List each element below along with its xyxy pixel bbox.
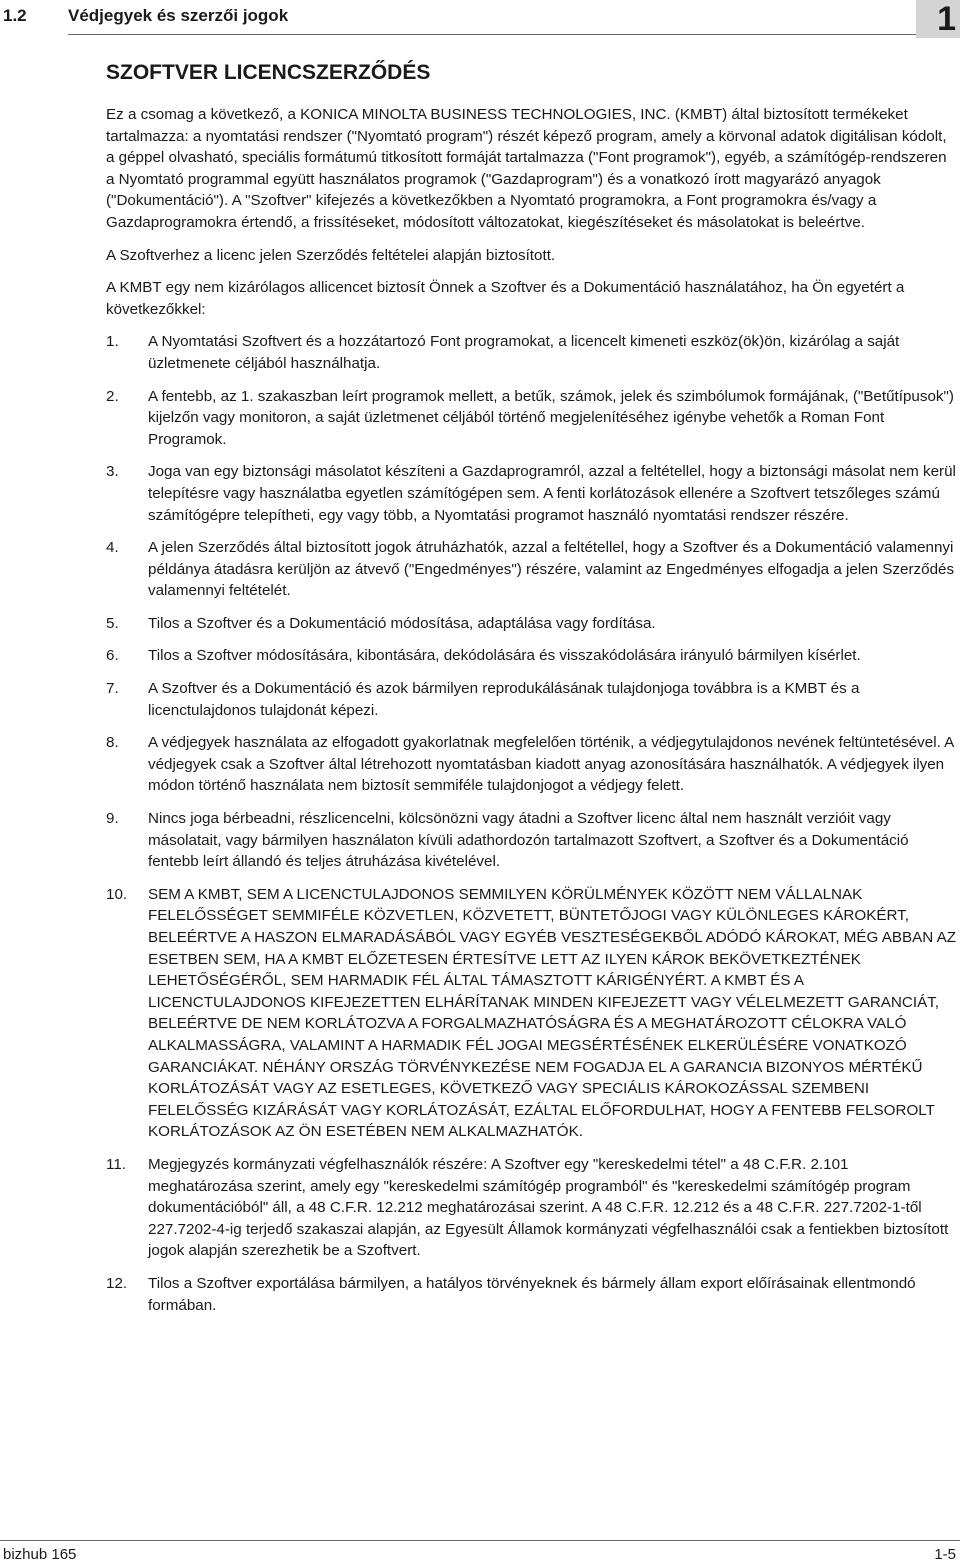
list-item-text: A Nyomtatási Szoftvert és a hozzátartozó Font programokat, a licencelt kimeneti eszköz(ök)ön, kizárólag a saját üzletmenete céljából használhatja. bbox=[148, 333, 900, 372]
header-divider bbox=[68, 34, 916, 35]
list-item-text: Tilos a Szoftver és a Dokumentáció módosítása, adaptálása vagy fordítása. bbox=[148, 614, 656, 632]
list-item-text: A Szoftver és a Dokumentáció és azok bármilyen reprodukálásának tulajdonjoga továbbra is a KMBT és a licenctulajdonos tulajdonát képezi. bbox=[148, 680, 860, 719]
list-item-text: Nincs joga bérbeadni, részlicencelni, kölcsönözni vagy átadni a Szoftver licenc által nem használt verzióit vagy másolatait, vagy bármilyen használaton kívüli adathordozón tartalmazott Szoftvert, a Szoftver és a Dokumentáció fentebb leírt állandó és teljes átruházása kivételével. bbox=[148, 810, 909, 871]
list-item-number: 3. bbox=[106, 463, 119, 481]
list-item-number: 5. bbox=[106, 614, 119, 632]
section-title: Védjegyek és szerzői jogok bbox=[68, 6, 289, 25]
section-number: 1.2 bbox=[3, 6, 27, 25]
footer-page-number: 1-5 bbox=[934, 1546, 956, 1563]
list-item-number: 2. bbox=[106, 387, 119, 405]
list-item bbox=[106, 537, 956, 602]
list-item-number: 1. bbox=[106, 333, 119, 351]
list-item bbox=[106, 732, 956, 797]
intro-paragraph: Ez a csomag a következő, a KONICA MINOLTA BUSINESS TECHNOLOGIES, INC. (KMBT) által biztosított termékeket tartalmazza: a nyomtatási rendszer ("Nyomtató program") részét képező program, amely a körvonal adatok digitálisan kódolt, a géppel olvasható, speciális formátumú titkosított formáját tartalmazza ("Font programok"), egyéb, a számítógép-rendszeren a Nyomtató programmal együtt használatos programok ("Gazdaprogram") és a vonatkozó írott magyarázó anyagok ("Dokumentáció"). A "Szoftver" kifejezés a következőkben a Nyomtató programokra, a Font programokra és/vagy a Gazdaprogramokra értendő, a frissítéseket, módosított változatokat, kiegészítéseket és másolatokat is beleértve. bbox=[106, 106, 947, 231]
list-item-text: A védjegyek használata az elfogadott gyakorlatnak megfelelően történik, a védjegytulajdonos nevének feltüntetésével. A védjegyek csak a Szoftver által létrehozott nyomtatásban kiadott anyag azonosítására használhatók. A védjegyek ilyen módon történő használata nem biztosít semmiféle tulajdonjogot a védjegy felett. bbox=[148, 734, 954, 795]
list-item-text: Tilos a Szoftver módosítására, kibontására, dekódolására és visszakódolására irányuló bármilyen kísérlet. bbox=[148, 647, 861, 665]
list-item bbox=[106, 645, 956, 667]
list-item-number: 4. bbox=[106, 539, 119, 557]
chapter-tab bbox=[916, 0, 960, 38]
document-body bbox=[106, 58, 956, 1327]
license-terms-list bbox=[106, 331, 956, 1316]
list-item bbox=[106, 1154, 956, 1262]
page-header bbox=[0, 0, 960, 40]
list-item-number: 8. bbox=[106, 734, 119, 752]
list-item-number: 7. bbox=[106, 680, 119, 698]
chapter-number: 1 bbox=[937, 0, 956, 38]
footer-product-name: bizhub 165 bbox=[3, 1546, 77, 1563]
list-item-number: 12. bbox=[106, 1274, 128, 1292]
list-item bbox=[106, 461, 956, 526]
list-item-text: Tilos a Szoftver exportálása bármilyen, a hatályos törvényeknek és bármely állam export előírásainak ellentmondó formában. bbox=[148, 1274, 916, 1314]
list-item bbox=[106, 884, 956, 1143]
list-item bbox=[106, 613, 956, 635]
footer-divider bbox=[0, 1540, 960, 1541]
intro-paragraph: A Szoftverhez a licenc jelen Szerződés feltételei alapján biztosított. bbox=[106, 246, 556, 264]
list-item-number: 9. bbox=[106, 810, 119, 828]
list-item bbox=[106, 808, 956, 873]
document-title: SZOFTVER LICENCSZERZŐDÉS bbox=[106, 61, 431, 84]
list-item-text: A fentebb, az 1. szakaszban leírt programok mellett, a betűk, számok, jelek és szimbólumok formájának, ("Betűtípusok") kijelzőn vagy monitoron, a saját üzletmenet céljából történő megjelenítéséhez igénybe vehetők a Roman Font Programok. bbox=[148, 387, 954, 448]
intro-paragraph: A KMBT egy nem kizárólagos allicencet biztosít Önnek a Szoftver és a Dokumentáció használatához, ha Ön egyetért a következőkkel: bbox=[106, 279, 905, 318]
list-item-number: 6. bbox=[106, 647, 119, 665]
list-item-number: 11. bbox=[106, 1155, 126, 1173]
list-item bbox=[106, 386, 956, 451]
list-item-text: SEM A KMBT, SEM A LICENCTULAJDONOS SEMMILYEN KÖRÜLMÉNYEK KÖZÖTT NEM VÁLLALNAK FELELŐSSÉGET SEMMIFÉLE KÖZVETLEN, KÖZVETETT, BÜNTETŐJOGI VAGY KÜLÖNLEGES KÁROKÉRT, BELEÉRTVE A HASZON ELMARADÁSÁBÓL VAGY EGYÉB VESZTESÉGEKBŐL ADÓDÓ KÁROKAT, MÉG ABBAN AZ ESETBEN SEM, HA A KMBT ELŐZETESEN ÉRTESÍTVE LETT AZ ILYEN KÁROK BEKÖVETKEZTÉNEK LEHETŐSÉGÉRŐL, SEM HARMADIK FÉL ÁLTAL TÁMASZTOTT KÁRIGÉNYÉRT. A KMBT ÉS A LICENCTULAJDONOS KIFEJEZETTEN ELHÁRÍTANAK MINDEN KIFEJEZETT VAGY VÉLELMEZETT GARANCIÁT, BELEÉRTVE DE NEM KORLÁTOZVA A FORGALMAZHATÓSÁGRA ÉS A MEGHATÁROZOTT CÉLOKRA VALÓ ALKALMASSÁGRA, VALAMINT A HARMADIK FÉL JOGAI MEGSÉRTÉSÉNEK ELKERÜLÉSÉRE VONATKOZÓ GARANCIÁKAT. NÉHÁNY ORSZÁG TÖRVÉNYKEZÉSE NEM FOGADJA EL A GARANCIA BIZONYOS MÉRTÉKŰ KORLÁTOZÁSÁT VAGY AZ ESETLEGES, KÖVETKEZŐ VAGY SPECIÁLIS KÁROKOZÁSSAL SZEMBENI FELELŐSSÉG KIZÁRÁSÁT VAGY KORLÁTOZÁSÁT, EZÁLTAL ELŐFORDULHAT, HOGY A FENTEBB FELSOROLT KORLÁTOZÁSOK AZ ÖN ESETÉBEN NEM ALKALMAZHATÓK. bbox=[148, 885, 957, 1141]
list-item-text: Joga van egy biztonsági másolatot készíteni a Gazdaprogramról, azzal a feltétellel, hogy a biztonsági másolat nem kerül telepítésre vagy használatba egyetlen számítógépen sem. A fenti korlátozások ellenére a Szoftvert tetszőleges számú számítógépre telepítheti, egy vagy több, a Nyomtatási programot használó nyomtatási rendszer részére. bbox=[148, 463, 956, 524]
list-item-text: A jelen Szerződés által biztosított jogok átruházhatók, azzal a feltétellel, hogy a Szoftver és a Dokumentáció valamennyi példánya átadásra kerüljön az átvevő ("Engedményes") részére, valamint az Engedményes elfogadja a jelen Szerződés valamennyi feltételét. bbox=[148, 539, 955, 600]
list-item bbox=[106, 1273, 956, 1316]
list-item bbox=[106, 678, 956, 721]
list-item-number: 10. bbox=[106, 885, 128, 903]
list-item bbox=[106, 331, 956, 374]
list-item-text: Megjegyzés kormányzati végfelhasználók részére: A Szoftver egy "kereskedelmi tétel" a 48 C.F.R. 2.101 meghatározása szerint, amely egy "kereskedelmi számítógép programból" és "kereskedelmi számítógép program dokumentációból" áll, a 48 C.F.R. 12.212 meghatározásai szerint. A 48 C.F.R. 12.212 és a 48 C.F.R. 227.7202-1-től 227.7202-4-ig terjedő szakaszai alapján, az Egyesült Államok kormányzati végfelhasználói csak a fentiekben biztosított jogok alapján szerezhetik be a Szoftvert. bbox=[148, 1155, 949, 1260]
